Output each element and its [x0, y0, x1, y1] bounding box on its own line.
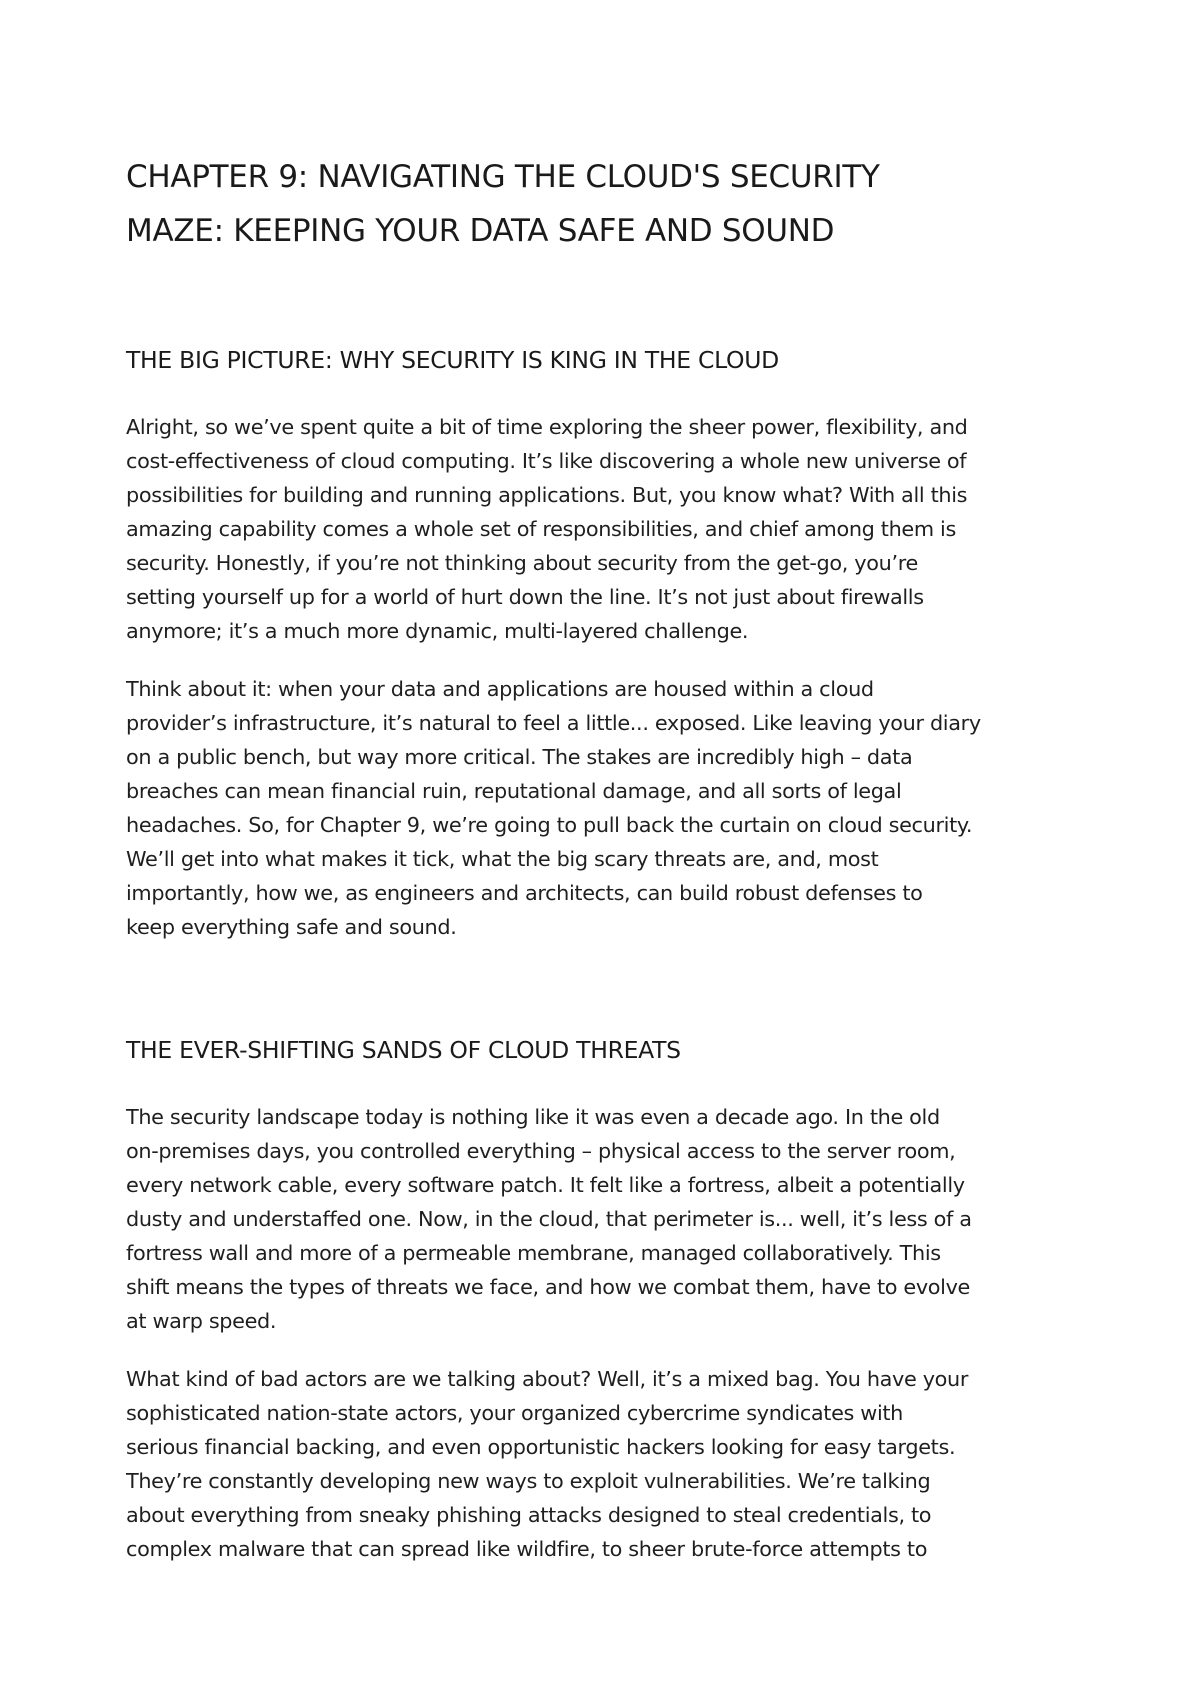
text-line: breaches can mean financial ruin, reputational damage, and all sorts of legal	[126, 779, 902, 803]
text-line: importantly, how we, as engineers and architects, can build robust defenses to	[126, 881, 923, 905]
text-line: shift means the types of threats we face, and how we combat them, have to evolve	[126, 1275, 970, 1299]
paragraph-big-picture-1	[126, 410, 1086, 648]
text-line: security. Honestly, if you’re not thinking about security from the get-go, you’re	[126, 551, 918, 575]
text-line: on a public bench, but way more critical. The stakes are incredibly high – data	[126, 745, 913, 769]
text-line: They’re constantly developing new ways to exploit vulnerabilities. We’re talking	[126, 1469, 931, 1493]
section-heading-cloud-threats: THE EVER-SHIFTING SANDS OF CLOUD THREATS	[126, 1036, 681, 1064]
text-line: keep everything safe and sound.	[126, 915, 457, 939]
section-heading-big-picture: THE BIG PICTURE: WHY SECURITY IS KING IN THE CLOUD	[126, 346, 779, 374]
text-line: We’ll get into what makes it tick, what the big scary threats are, and, most	[126, 847, 879, 871]
text-line: The security landscape today is nothing like it was even a decade ago. In the old	[126, 1105, 940, 1129]
text-line: complex malware that can spread like wildfire, to sheer brute-force attempts to	[126, 1537, 928, 1561]
text-line: dusty and understaffed one. Now, in the cloud, that perimeter is... well, it’s less of a	[126, 1207, 972, 1231]
text-line: setting yourself up for a world of hurt down the line. It’s not just about firewalls	[126, 585, 924, 609]
paragraph-cloud-threats-1	[126, 1100, 1086, 1338]
text-line: serious financial backing, and even opportunistic hackers looking for easy targets.	[126, 1435, 956, 1459]
text-line: amazing capability comes a whole set of responsibilities, and chief among them is	[126, 517, 956, 541]
text-line: on-premises days, you controlled everything – physical access to the server room,	[126, 1139, 956, 1163]
text-line: provider’s infrastructure, it’s natural to feel a little... exposed. Like leaving your diary	[126, 711, 981, 735]
text-line: anymore; it’s a much more dynamic, multi-layered challenge.	[126, 619, 749, 643]
paragraph-cloud-threats-2	[126, 1362, 1086, 1566]
chapter-title	[126, 150, 1086, 258]
text-line: headaches. So, for Chapter 9, we’re going to pull back the curtain on cloud security.	[126, 813, 973, 837]
text-line: every network cable, every software patch. It felt like a fortress, albeit a potentially	[126, 1173, 965, 1197]
chapter-title-line: CHAPTER 9: NAVIGATING THE CLOUD'S SECURITY	[126, 159, 880, 195]
text-line: Alright, so we’ve spent quite a bit of time exploring the sheer power, flexibility, and	[126, 415, 968, 439]
text-line: sophisticated nation-state actors, your organized cybercrime syndicates with	[126, 1401, 904, 1425]
text-line: cost-effectiveness of cloud computing. It’s like discovering a whole new universe of	[126, 449, 967, 473]
text-line: fortress wall and more of a permeable membrane, managed collaboratively. This	[126, 1241, 941, 1265]
text-line: possibilities for building and running applications. But, you know what? With all this	[126, 483, 968, 507]
text-line: about everything from sneaky phishing attacks designed to steal credentials, to	[126, 1503, 932, 1527]
paragraph-big-picture-2	[126, 672, 1086, 944]
text-line: What kind of bad actors are we talking about? Well, it’s a mixed bag. You have your	[126, 1367, 969, 1391]
text-line: Think about it: when your data and applications are housed within a cloud	[126, 677, 874, 701]
text-line: at warp speed.	[126, 1309, 277, 1333]
chapter-title-line: MAZE: KEEPING YOUR DATA SAFE AND SOUND	[126, 213, 835, 249]
